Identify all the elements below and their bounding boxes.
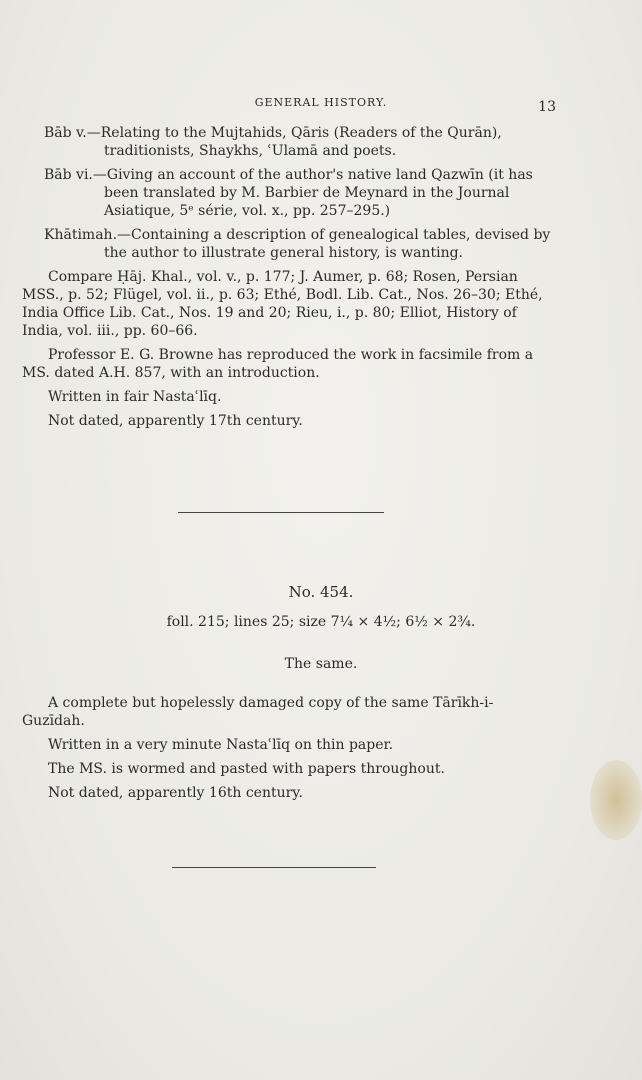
bab-v-paragraph: Bāb v.—Relating to the Mujtahids, Qāris (Readers of the Qurān), traditionists, Shaykhs, ʿUlamā and poets. <box>44 125 502 159</box>
description-paragraph: A complete but hopelessly damaged copy of the same Tārīkh-i-Guzīdah. <box>22 695 494 729</box>
bab-vi-paragraph: Bāb vi.—Giving an account of the author's native land Qazwīn (it has been translated by M. Barbier de Meynard in the Journal Asiatique, 5ᵉ série, vol. x., pp. 257–295.) <box>44 167 533 219</box>
running-head: GENERAL HISTORY. <box>254 96 388 109</box>
script-note: Written in a very minute Nastaʿlīq on thin paper. <box>48 737 394 753</box>
date-note: Not dated, apparently 17th century. <box>48 413 303 429</box>
entry-454-title: The same. <box>284 656 358 672</box>
khatimah-paragraph: Khātimah.—Containing a description of genealogical tables, devised by the author to illustrate general history, is wanting. <box>44 227 551 261</box>
entry-453-body <box>22 124 552 436</box>
page-number: 13 <box>538 99 556 115</box>
script-note: Written in fair Nastaʿlīq. <box>48 389 222 405</box>
section-divider <box>178 512 384 513</box>
condition-note: The MS. is wormed and pasted with papers throughout. <box>48 761 445 777</box>
end-divider <box>172 867 376 868</box>
entry-454-body <box>22 694 552 808</box>
entry-454-collation: foll. 215; lines 25; size 7¼ × 4½; 6½ × 2¾. <box>166 614 476 630</box>
date-note: Not dated, apparently 16th century. <box>48 785 303 801</box>
entry-454-heading: No. 454. <box>288 583 354 601</box>
compare-references: Compare Ḥāj. Khal., vol. v., p. 177; J. Aumer, p. 68; Rosen, Persian MSS., p. 52; Flügel, vol. ii., p. 63; Ethé, Bodl. Lib. Cat., Nos. 26–30; Ethé, India Office Lib. Cat., Nos. 19 and 20; Rieu, i., p. 80; Elliot, History of India, vol. iii., pp. 60–66. <box>22 269 543 339</box>
paper-stain <box>590 760 642 840</box>
facsimile-note: Professor E. G. Browne has reproduced the work in facsimile from a MS. dated A.H. 857, with an introduction. <box>22 347 534 381</box>
